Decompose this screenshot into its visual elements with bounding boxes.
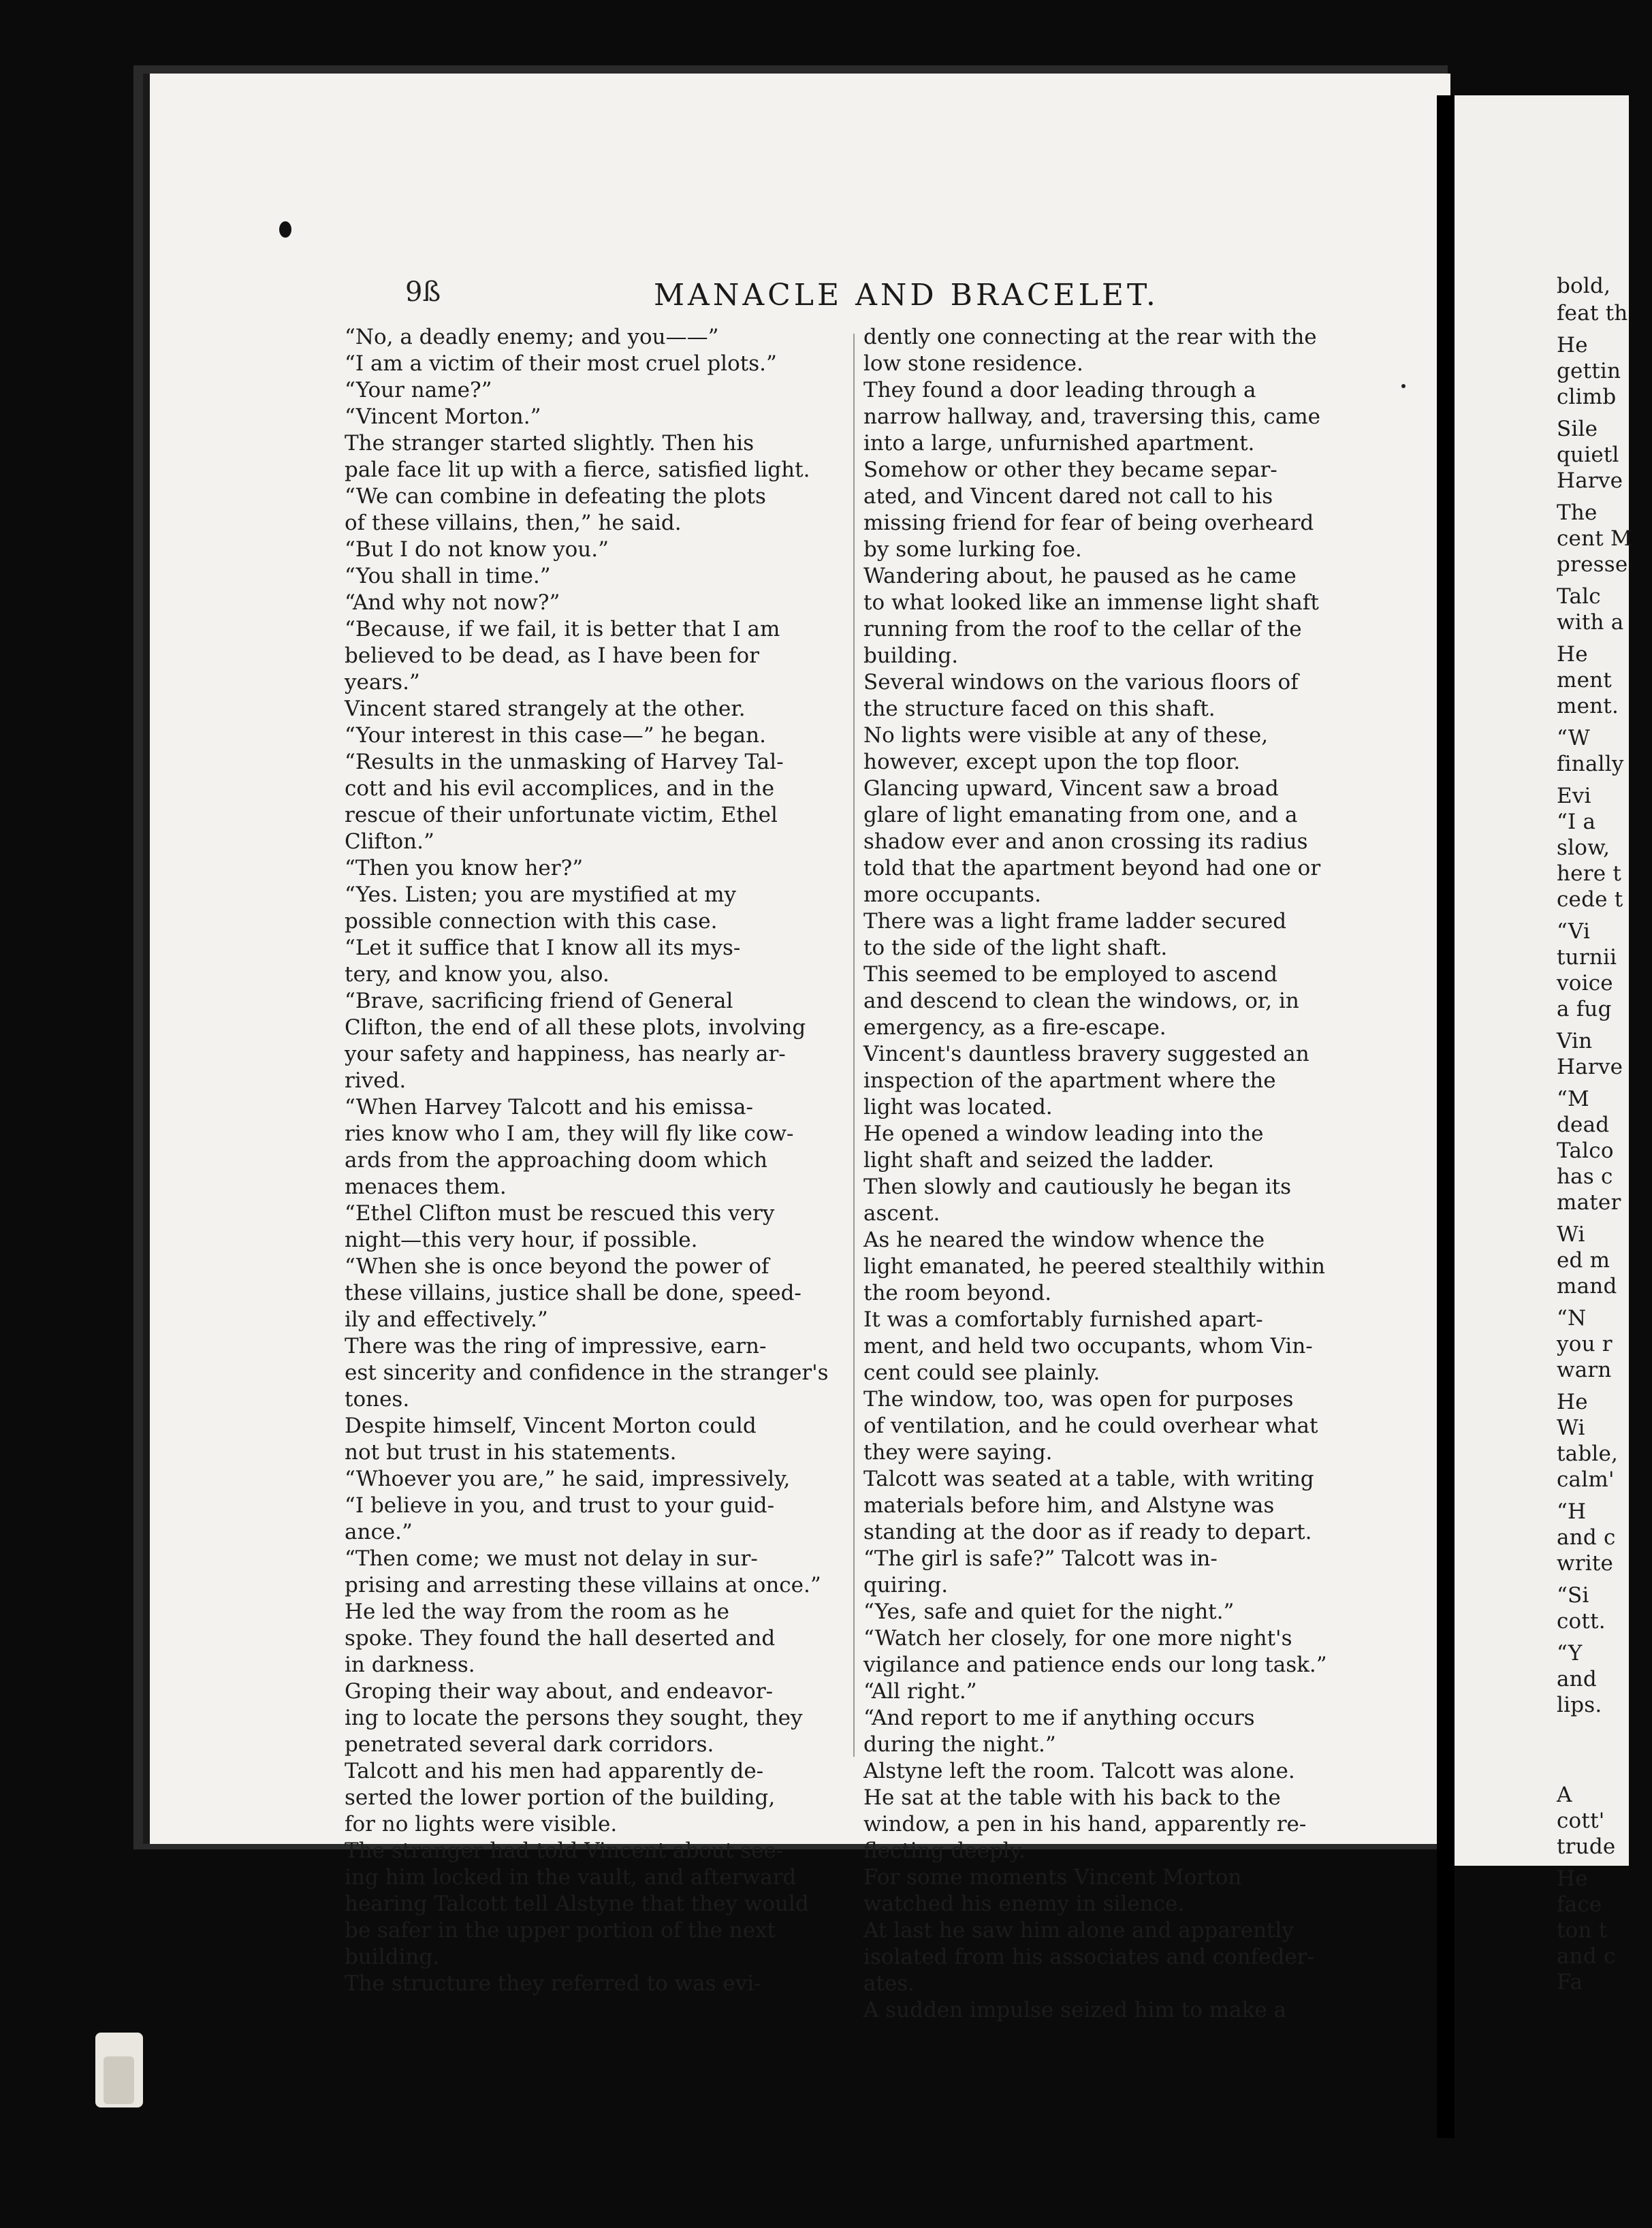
- text-line: not but trust in his statements.: [345, 1440, 677, 1465]
- text-line: This seemed to be employed to ascend: [863, 962, 1277, 987]
- facing-page-text: table,: [1557, 1442, 1619, 1466]
- page-number: 9ß: [405, 276, 441, 308]
- left-text-column: [345, 324, 848, 1997]
- text-line: building.: [863, 643, 959, 668]
- text-line: “Yes. Listen; you are mystified at my: [345, 882, 737, 907]
- facing-page-text: feat th: [1557, 301, 1628, 325]
- facing-page-text: presse: [1557, 552, 1628, 577]
- text-line: ing him locked in the vault, and afterward: [345, 1865, 797, 1890]
- facing-page-text: here t: [1557, 861, 1621, 886]
- text-line: Glancing upward, Vincent saw a broad: [863, 776, 1279, 801]
- text-line: light was located.: [863, 1095, 1053, 1119]
- facing-page-text: ment.: [1557, 694, 1619, 718]
- column-divider: [853, 334, 855, 1757]
- text-line: Clifton, the end of all these plots, involving: [345, 1015, 806, 1040]
- text-line: isolated from his associates and confeder-: [863, 1945, 1314, 1969]
- text-line: the structure faced on this shaft.: [863, 697, 1216, 721]
- text-line: “No, a deadly enemy; and you——”: [345, 325, 719, 349]
- facing-page-text: Wi: [1557, 1416, 1585, 1440]
- facing-page-text: “H: [1557, 1499, 1587, 1524]
- text-line: however, except upon the top floor.: [863, 750, 1241, 774]
- facing-page-text: and c: [1557, 1944, 1616, 1969]
- text-line: ily and effectively.”: [345, 1307, 548, 1332]
- text-line: They found a door leading through a: [863, 378, 1256, 402]
- facing-page-text: Harve: [1557, 468, 1623, 493]
- facing-page-text: bold,: [1557, 274, 1611, 298]
- text-line: ment, and held two occupants, whom Vin-: [863, 1334, 1313, 1358]
- text-line: the room beyond.: [863, 1281, 1052, 1305]
- right-text-column: [863, 324, 1354, 2024]
- facing-page-text: cede t: [1557, 887, 1623, 912]
- text-line: penetrated several dark corridors.: [345, 1732, 714, 1757]
- facing-page-text: Sile: [1557, 417, 1598, 441]
- facing-page-text: Fa: [1557, 1970, 1583, 1994]
- facing-page-text: face: [1557, 1892, 1602, 1917]
- text-line: during the night.”: [863, 1732, 1056, 1757]
- facing-page-text: voice: [1557, 971, 1613, 996]
- text-line: of ventilation, and he could overhear what: [863, 1414, 1318, 1438]
- facing-page-text: ment: [1557, 668, 1612, 693]
- text-line: “Then come; we must not delay in sur-: [345, 1546, 758, 1571]
- margin-mark: [1401, 384, 1405, 388]
- text-line: “When Harvey Talcott and his emissa-: [345, 1095, 753, 1119]
- text-line: serted the lower portion of the building,: [345, 1785, 776, 1810]
- facing-page-text: cott.: [1557, 1609, 1606, 1634]
- text-line: narrow hallway, and, traversing this, came: [863, 404, 1320, 429]
- facing-page-text: Harve: [1557, 1055, 1623, 1079]
- facing-page-text: A: [1557, 1783, 1572, 1807]
- text-line: for no lights were visible.: [345, 1812, 618, 1836]
- text-line: “I am a victim of their most cruel plots.”: [345, 351, 777, 376]
- text-line: The stranger had told Vincent about see-: [345, 1839, 784, 1863]
- facing-page-text: finally: [1557, 752, 1624, 776]
- text-line: “And report to me if anything occurs: [863, 1706, 1255, 1730]
- facing-page-text: He: [1557, 1866, 1588, 1891]
- text-line: “We can combine in defeating the plots: [345, 484, 766, 509]
- text-line: missing friend for fear of being overheard: [863, 511, 1314, 535]
- facing-page-text: calm': [1557, 1467, 1615, 1492]
- text-line: glare of light emanating from one, and a: [863, 803, 1298, 827]
- facing-page-text: a fug: [1557, 997, 1612, 1021]
- facing-page-edge: [1455, 95, 1632, 1994]
- text-line: “You shall in time.”: [345, 564, 551, 588]
- facing-page-text: warn: [1557, 1358, 1612, 1382]
- text-line: ates.: [863, 1971, 915, 1996]
- facing-page-text: write: [1557, 1551, 1614, 1576]
- text-line: Alstyne left the room. Talcott was alone.: [863, 1759, 1295, 1783]
- facing-page-text: with a: [1557, 610, 1624, 635]
- facing-page-text: “I a: [1557, 810, 1596, 834]
- text-line: of these villains, then,” he said.: [345, 511, 682, 535]
- text-line: ance.”: [345, 1520, 413, 1544]
- text-line: in darkness.: [345, 1653, 475, 1677]
- text-line: years.”: [345, 670, 420, 695]
- text-line: more occupants.: [863, 882, 1041, 907]
- text-line: hearing Talcott tell Alstyne that they would: [345, 1892, 809, 1916]
- facing-page-text: “M: [1557, 1087, 1589, 1111]
- text-line: spoke. They found the hall deserted and: [345, 1626, 776, 1651]
- text-line: window, a pen in his hand, apparently re-: [863, 1812, 1307, 1836]
- text-line: “Then you know her?”: [345, 856, 584, 880]
- text-line: He sat at the table with his back to the: [863, 1785, 1281, 1810]
- text-line: There was a light frame ladder secured: [863, 909, 1287, 934]
- facing-page-text: mand: [1557, 1274, 1617, 1299]
- text-line: tones.: [345, 1387, 410, 1412]
- facing-page-text: dead: [1557, 1113, 1610, 1137]
- facing-page-text: Vin: [1557, 1029, 1593, 1053]
- text-line: ards from the approaching doom which: [345, 1148, 767, 1173]
- text-line: by some lurking foe.: [863, 537, 1082, 562]
- text-line: The window, too, was open for purposes: [863, 1387, 1294, 1412]
- text-line: Talcott was seated at a table, with writing: [863, 1467, 1314, 1491]
- text-line: menaces them.: [345, 1175, 507, 1199]
- facing-page-text: cent M: [1557, 526, 1632, 551]
- text-line: rescue of their unfortunate victim, Ethel: [345, 803, 778, 827]
- facing-page-text: climb: [1557, 385, 1617, 409]
- text-line: cott and his evil accomplices, and in the: [345, 776, 775, 801]
- facing-page-text: “Si: [1557, 1583, 1589, 1608]
- facing-page-text: Talc: [1557, 584, 1601, 609]
- facing-page-text: “Vi: [1557, 919, 1591, 944]
- facing-page-text: Talco: [1557, 1139, 1614, 1163]
- text-line: prising and arresting these villains at once.”: [345, 1573, 821, 1597]
- text-line: flecting deeply.: [863, 1839, 1026, 1863]
- facing-page-text: quietl: [1557, 443, 1619, 467]
- text-line: tery, and know you, also.: [345, 962, 609, 987]
- text-line: A sudden impulse seized him to make a: [863, 1998, 1287, 2022]
- text-line: “Your name?”: [345, 378, 492, 402]
- text-line: Talcott and his men had apparently de-: [345, 1759, 764, 1783]
- text-line: Despite himself, Vincent Morton could: [345, 1414, 757, 1438]
- text-line: No lights were visible at any of these,: [863, 723, 1269, 748]
- text-line: light shaft and seized the ladder.: [863, 1148, 1215, 1173]
- text-line: materials before him, and Alstyne was: [863, 1493, 1275, 1518]
- text-line: Several windows on the various floors of: [863, 670, 1299, 695]
- text-line: inspection of the apartment where the: [863, 1068, 1276, 1093]
- text-line: vigilance and patience ends our long task.”: [863, 1653, 1327, 1677]
- facing-page-text: He: [1557, 333, 1588, 357]
- text-line: Wandering about, he paused as he came: [863, 564, 1297, 588]
- text-line: and descend to clean the windows, or, in: [863, 989, 1299, 1013]
- facing-page-text: and: [1557, 1667, 1597, 1691]
- running-title: MANACLE AND BRACELET.: [654, 278, 1159, 313]
- facing-page-text: you r: [1557, 1332, 1613, 1356]
- text-line: they were saying.: [863, 1440, 1053, 1465]
- text-line: ries know who I am, they will fly like cow-: [345, 1121, 794, 1146]
- text-line: building.: [345, 1945, 440, 1969]
- text-line: For some moments Vincent Morton: [863, 1865, 1242, 1890]
- text-line: night—this very hour, if possible.: [345, 1228, 698, 1252]
- text-line: There was the ring of impressive, earn-: [345, 1334, 767, 1358]
- text-line: Clifton.”: [345, 829, 434, 854]
- text-line: ing to locate the persons they sought, they: [345, 1706, 803, 1730]
- text-line: “Results in the unmasking of Harvey Tal-: [345, 750, 784, 774]
- text-line: pale face lit up with a fierce, satisfied light.: [345, 458, 810, 482]
- text-line: At last he saw him alone and apparently: [863, 1918, 1294, 1943]
- facing-page-text: and c: [1557, 1525, 1616, 1550]
- facing-page-text: mater: [1557, 1190, 1621, 1215]
- text-line: quiring.: [863, 1573, 949, 1597]
- text-line: Somehow or other they became separ-: [863, 458, 1277, 482]
- text-line: Vincent stared strangely at the other.: [345, 697, 746, 721]
- text-line: “Whoever you are,” he said, impressively,: [345, 1467, 791, 1491]
- text-line: “Vincent Morton.”: [345, 404, 541, 429]
- scan-tape-shadow: [104, 2056, 134, 2104]
- text-line: The structure they referred to was evi-: [345, 1971, 761, 1996]
- text-line: your safety and happiness, has nearly ar-: [345, 1042, 786, 1066]
- facing-page-text: has c: [1557, 1164, 1613, 1189]
- text-line: “All right.”: [863, 1679, 977, 1704]
- text-line: believed to be dead, as I have been for: [345, 643, 759, 668]
- facing-page-text: Evi: [1557, 784, 1591, 808]
- facing-page-text: ton t: [1557, 1918, 1608, 1943]
- book-gutter: [1437, 95, 1455, 2138]
- text-line: cent could see plainly.: [863, 1360, 1100, 1385]
- facing-page-text: trude: [1557, 1834, 1616, 1859]
- text-line: low stone residence.: [863, 351, 1083, 376]
- text-line: these villains, justice shall be done, speed-: [345, 1281, 801, 1305]
- facing-page-text: He: [1557, 1390, 1588, 1414]
- text-line: Groping their way about, and endeavor-: [345, 1679, 774, 1704]
- facing-page-text: The: [1557, 500, 1598, 525]
- facing-page-text: ed m: [1557, 1248, 1610, 1273]
- text-line: shadow ever and anon crossing its radius: [863, 829, 1308, 854]
- text-line: “Yes, safe and quiet for the night.”: [863, 1600, 1235, 1624]
- text-line: running from the roof to the cellar of the: [863, 617, 1302, 641]
- text-line: emergency, as a fire-escape.: [863, 1015, 1166, 1040]
- text-line: told that the apartment beyond had one or: [863, 856, 1321, 880]
- text-line: be safer in the upper portion of the next: [345, 1918, 776, 1943]
- text-line: “The girl is safe?” Talcott was in-: [863, 1546, 1218, 1571]
- text-line: watched his enemy in silence.: [863, 1892, 1185, 1916]
- text-line: “Brave, sacrificing friend of General: [345, 989, 733, 1013]
- text-line: “Your interest in this case—” he began.: [345, 723, 766, 748]
- text-line: possible connection with this case.: [345, 909, 718, 934]
- text-line: rived.: [345, 1068, 407, 1093]
- facing-page-text: Wi: [1557, 1222, 1585, 1247]
- facing-page-text: “N: [1557, 1306, 1587, 1331]
- facing-page-text: turnii: [1557, 945, 1617, 970]
- text-line: Then slowly and cautiously he began its: [863, 1175, 1292, 1199]
- facing-page-text: He: [1557, 642, 1588, 667]
- text-line: “Watch her closely, for one more night's: [863, 1626, 1292, 1651]
- facing-page-text: cott': [1557, 1809, 1605, 1833]
- text-line: “And why not now?”: [345, 590, 560, 615]
- facing-page-text: lips.: [1557, 1693, 1602, 1717]
- text-line: He led the way from the room as he: [345, 1600, 729, 1624]
- text-line: to the side of the light shaft.: [863, 936, 1168, 960]
- text-line: As he neared the window whence the: [863, 1228, 1265, 1252]
- ink-spot: [279, 221, 291, 238]
- text-line: ascent.: [863, 1201, 940, 1226]
- text-line: est sincerity and confidence in the stranger's: [345, 1360, 829, 1385]
- text-line: ated, and Vincent dared not call to his: [863, 484, 1273, 509]
- facing-page-text: “Y: [1557, 1641, 1583, 1666]
- text-line: standing at the door as if ready to depart.: [863, 1520, 1312, 1544]
- text-line: Vincent's dauntless bravery suggested an: [863, 1042, 1309, 1066]
- text-line: dently one connecting at the rear with the: [863, 325, 1317, 349]
- text-line: “Ethel Clifton must be rescued this very: [345, 1201, 775, 1226]
- text-line: “But I do not know you.”: [345, 537, 609, 562]
- text-line: into a large, unfurnished apartment.: [863, 431, 1255, 456]
- text-line: “Because, if we fail, it is better that I am: [345, 617, 780, 641]
- text-line: “Let it suffice that I know all its mys-: [345, 936, 741, 960]
- facing-page-text: slow,: [1557, 835, 1610, 860]
- text-line: to what looked like an immense light shaft: [863, 590, 1319, 615]
- facing-page-text: “W: [1557, 726, 1590, 750]
- text-line: The stranger started slightly. Then his: [345, 431, 754, 456]
- text-line: It was a comfortably furnished apart-: [863, 1307, 1263, 1332]
- facing-page-text: gettin: [1557, 359, 1621, 383]
- text-line: He opened a window leading into the: [863, 1121, 1264, 1146]
- text-line: light emanated, he peered stealthily within: [863, 1254, 1326, 1279]
- text-line: “When she is once beyond the power of: [345, 1254, 769, 1279]
- text-line: “I believe in you, and trust to your guid-: [345, 1493, 775, 1518]
